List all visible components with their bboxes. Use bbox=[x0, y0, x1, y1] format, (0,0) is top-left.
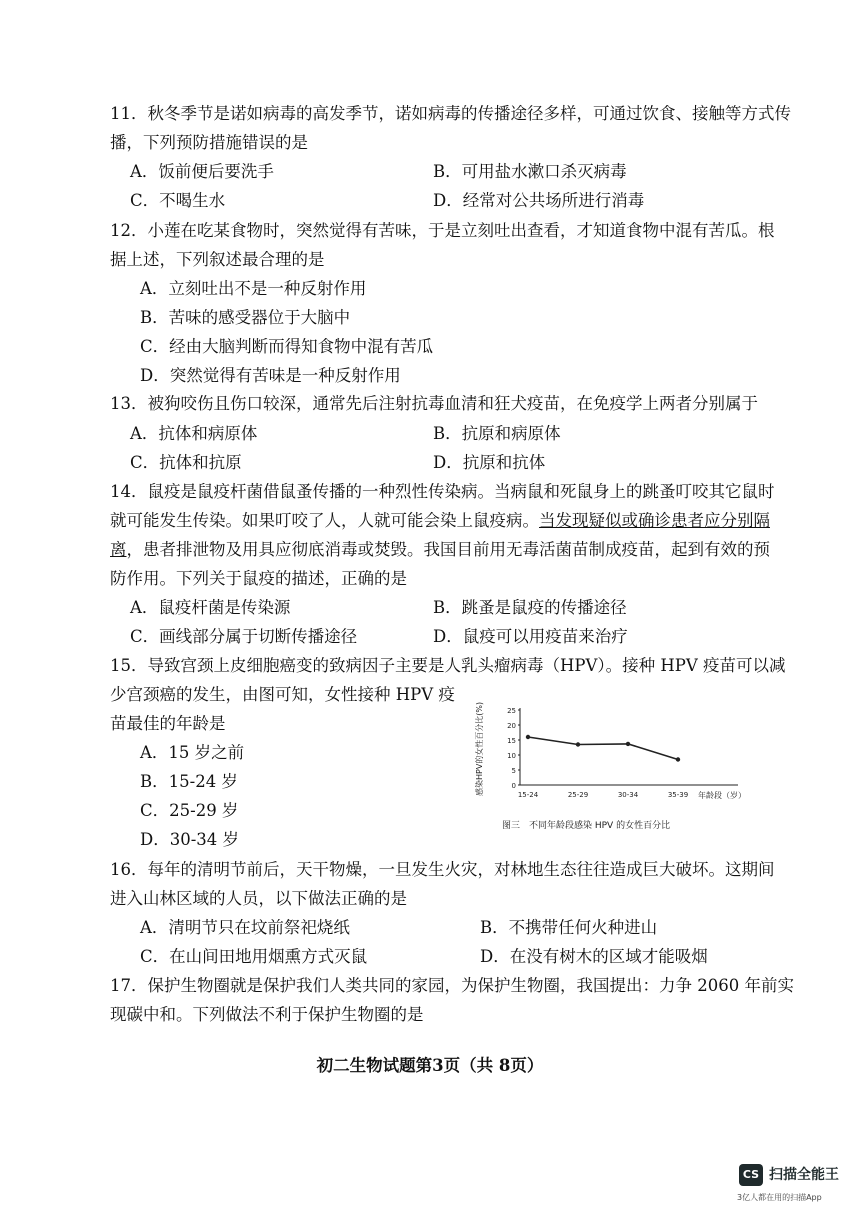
chart-x-tick-label: 15-24 bbox=[517, 791, 539, 799]
chart-series-line bbox=[528, 737, 678, 760]
q13-option-b: B．抗原和病原体 bbox=[433, 424, 561, 443]
q14-option-a: A．鼠疫杆菌是传染源 bbox=[130, 598, 291, 617]
q16-option-a: A．清明节只在坟前祭祀烧纸 bbox=[140, 918, 350, 937]
q12-option-a: A．立刻吐出不是一种反射作用 bbox=[140, 279, 367, 298]
chart-y-tick-label: 25 bbox=[507, 707, 516, 715]
chart-y-tick-label: 5 bbox=[511, 767, 516, 775]
q15-stem-line3: 苗最佳的年龄是 bbox=[110, 714, 226, 733]
chart-title: 图三 不同年龄段感染 HPV 的女性百分比 bbox=[502, 821, 671, 831]
q14-option-b: B．跳蚤是鼠疫的传播途径 bbox=[433, 598, 627, 617]
q12-stem-line1: 12．小莲在吃某食物时，突然觉得有苦味，于是立刻吐出查看，才知道食物中混有苦瓜。根 bbox=[110, 221, 775, 240]
q11-stem-line1: 11．秋冬季节是诺如病毒的高发季节，诺如病毒的传播途径多样，可通过饮食、接触等方式传 bbox=[110, 104, 791, 123]
q16-option-c: C．在山间田地用烟熏方式灭鼠 bbox=[140, 947, 368, 966]
q11-option-a: A．饭前便后要洗手 bbox=[130, 162, 274, 181]
q11-option-b: B．可用盐水漱口杀灭病毒 bbox=[433, 162, 627, 181]
q11-stem-line2: 播，下列预防措施错误的是 bbox=[110, 133, 308, 152]
chart-data-point bbox=[676, 757, 680, 761]
chart-y-tick-label: 10 bbox=[507, 752, 516, 760]
q14-underlined-part1: 当发现疑似或确诊患者应分别隔 bbox=[539, 511, 770, 530]
q11-option-d: D．经常对公共场所进行消毒 bbox=[433, 191, 645, 210]
camscanner-logo-icon: CS bbox=[739, 1164, 763, 1186]
q12-stem-line2: 据上述，下列叙述最合理的是 bbox=[110, 250, 325, 269]
q13-option-d: D．抗原和抗体 bbox=[433, 453, 546, 472]
q14-stem-line2-text: 就可能发生传染。如果叮咬了人，人就可能会染上鼠疫病。 bbox=[110, 511, 539, 530]
q12-option-b: B．苦味的感受器位于大脑中 bbox=[140, 308, 351, 327]
chart-y-tick-label: 0 bbox=[511, 782, 516, 790]
chart-x-axis-label: 年龄段（岁） bbox=[698, 791, 746, 800]
q13-stem-line1: 13．被狗咬伤且伤口较深，通常先后注射抗毒血清和狂犬疫苗，在免疫学上两者分别属于 bbox=[110, 394, 758, 413]
page-footer: 初二生物试题第3页（共 8页） bbox=[316, 1056, 544, 1075]
chart-y-tick-label: 15 bbox=[507, 737, 516, 745]
chart-data-point bbox=[626, 742, 630, 746]
q13-option-a: A．抗体和病原体 bbox=[130, 424, 258, 443]
q12-option-c: C．经由大脑判断而得知食物中混有苦瓜 bbox=[140, 337, 434, 356]
q16-option-b: B．不携带任何火种进山 bbox=[480, 918, 658, 937]
camscanner-tagline: 3亿人都在用的扫描App bbox=[737, 1193, 822, 1202]
q15-option-c: C．25-29 岁 bbox=[140, 801, 239, 820]
q15-option-a: A．15 岁之前 bbox=[140, 743, 245, 762]
q14-stem-line3 bbox=[110, 539, 770, 561]
q16-option-d: D．在没有树木的区域才能吸烟 bbox=[480, 947, 708, 966]
q16-stem-line1: 16．每年的清明节前后，天干物燥，一旦发生火灾，对林地生态往往造成巨大破坏。这期间 bbox=[110, 860, 775, 879]
q12-option-d: D．突然觉得有苦味是一种反射作用 bbox=[140, 366, 401, 385]
q14-option-c: C．画线部分属于切断传播途径 bbox=[130, 627, 358, 646]
chart-y-tick-label: 20 bbox=[507, 722, 516, 730]
q16-stem-line2: 进入山林区域的人员，以下做法正确的是 bbox=[110, 889, 407, 908]
q15-option-d: D．30-34 岁 bbox=[140, 830, 240, 849]
hpv-chart bbox=[475, 700, 778, 840]
chart-y-axis-label: 感染HPV的女性百分比(%) bbox=[475, 701, 484, 796]
q17-stem-line2: 现碳中和。下列做法不利于保护生物圈的是 bbox=[110, 1005, 424, 1024]
chart-data-point bbox=[526, 735, 530, 739]
q11-option-c: C．不喝生水 bbox=[130, 191, 226, 210]
chart-x-tick-label: 25-29 bbox=[567, 791, 589, 799]
q14-stem-line1: 14．鼠疫是鼠疫杆菌借鼠蚤传播的一种烈性传染病。当病鼠和死鼠身上的跳蚤叮咬其它鼠时 bbox=[110, 482, 775, 501]
q15-option-b: B．15-24 岁 bbox=[140, 772, 238, 791]
chart-x-tick-label: 30-34 bbox=[617, 791, 639, 799]
q14-option-d: D．鼠疫可以用疫苗来治疗 bbox=[433, 627, 628, 646]
chart-x-tick-label: 35-39 bbox=[667, 791, 689, 799]
q14-stem-line2 bbox=[110, 510, 770, 532]
camscanner-name: 扫描全能王 bbox=[769, 1167, 839, 1183]
camscanner-badge bbox=[737, 1162, 841, 1208]
q14-stem-line3-text: ，患者排泄物及用具应彻底消毒或焚毁。我国目前用无毒活菌苗制成疫苗，起到有效的预 bbox=[126, 540, 770, 559]
q15-stem-line1: 15．导致宫颈上皮细胞癌变的致病因子主要是人乳头瘤病毒（HPV）。接种 HPV 疫苗可以减 bbox=[110, 656, 786, 675]
q14-stem-line4: 防作用。下列关于鼠疫的描述，正确的是 bbox=[110, 569, 407, 588]
q17-stem-line1: 17．保护生物圈就是保护我们人类共同的家园，为保护生物圈，我国提出：力争 2060 年前实 bbox=[110, 976, 794, 995]
q13-option-c: C．抗体和抗原 bbox=[130, 453, 242, 472]
chart-data-point bbox=[576, 742, 580, 746]
q15-stem-line2: 少宫颈癌的发生，由图可知，女性接种 HPV 疫 bbox=[110, 685, 455, 704]
q14-underlined-part2: 离 bbox=[110, 540, 127, 559]
